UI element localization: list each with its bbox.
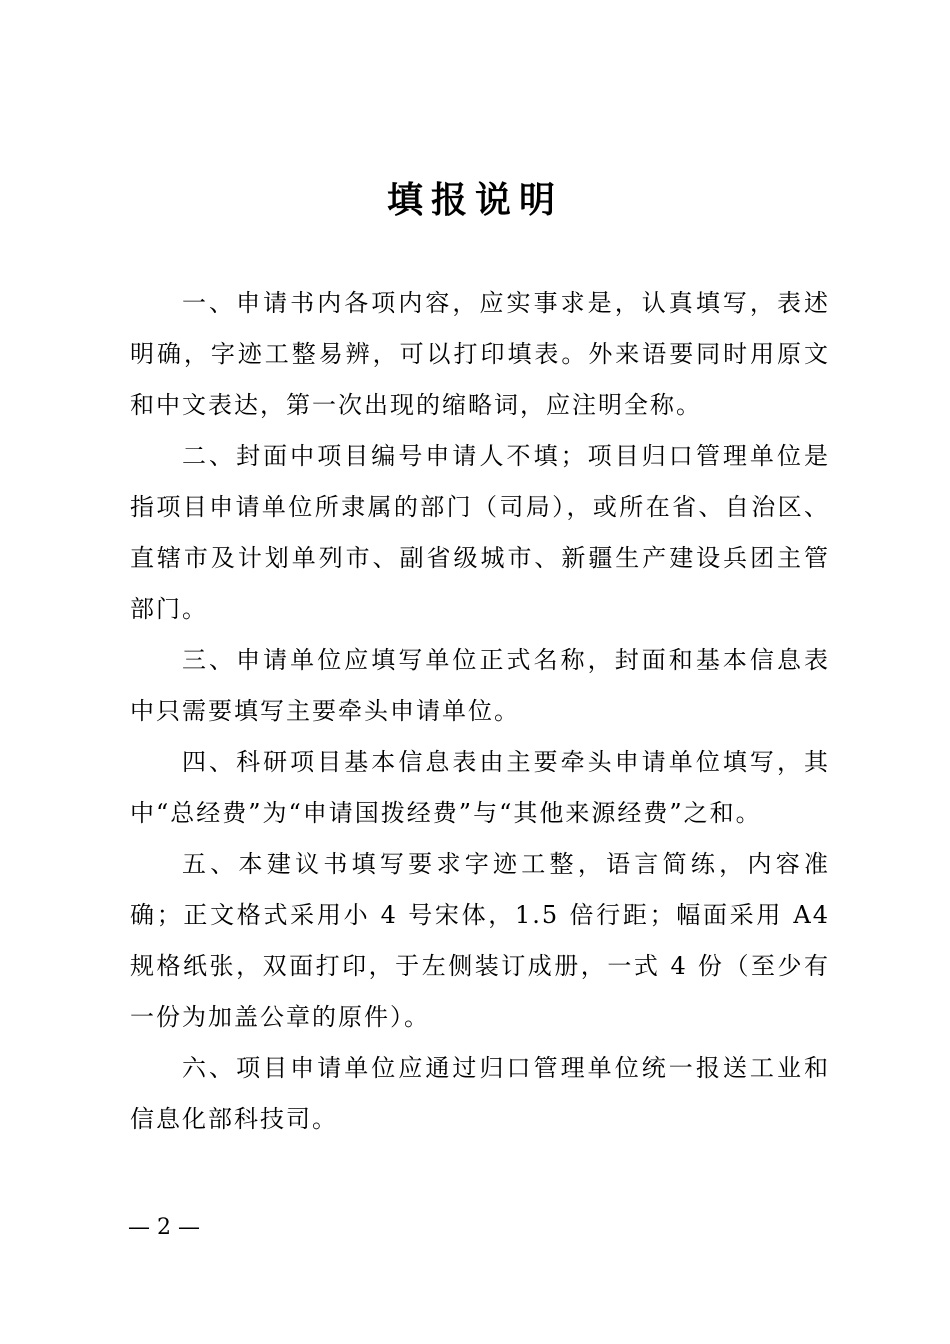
page-number: — 2 — <box>128 1215 200 1240</box>
paragraph-3: 三、申请单位应填写单位正式名称，封面和基本信息表中只需要填写主要牵头申请单位。 <box>130 646 830 725</box>
page-title: 填报说明 <box>386 179 563 221</box>
paragraph-1: 一、申请书内各项内容，应实事求是，认真填写，表述明确，字迹工整易辨，可以打印填表。外来语要同时用原文和中文表达，第一次出现的缩略词，应注明全称。 <box>130 289 830 419</box>
instructions-body <box>130 278 830 1145</box>
paragraph-4: 四、科研项目基本信息表由主要牵头申请单位填写，其中“总经费”为“申请国拨经费”与“其他来源经费”之和。 <box>130 748 830 827</box>
paragraph-2: 二、封面中项目编号申请人不填；项目归口管理单位是指项目申请单位所隶属的部门（司局），或所在省、自治区、直辖市及计划单列市、副省级城市、新疆生产建设兵团主管部门。 <box>130 442 830 623</box>
paragraph-6: 六、项目申请单位应通过归口管理单位统一报送工业和信息化部科技司。 <box>130 1054 830 1133</box>
paragraph-5: 五、本建议书填写要求字迹工整，语言简练，内容准确；正文格式采用小 4 号宋体，1.5 倍行距；幅面采用 A4 规格纸张，双面打印，于左侧装订成册，一式 4 份（至少有一份为加盖公章的原件）。 <box>130 850 830 1031</box>
